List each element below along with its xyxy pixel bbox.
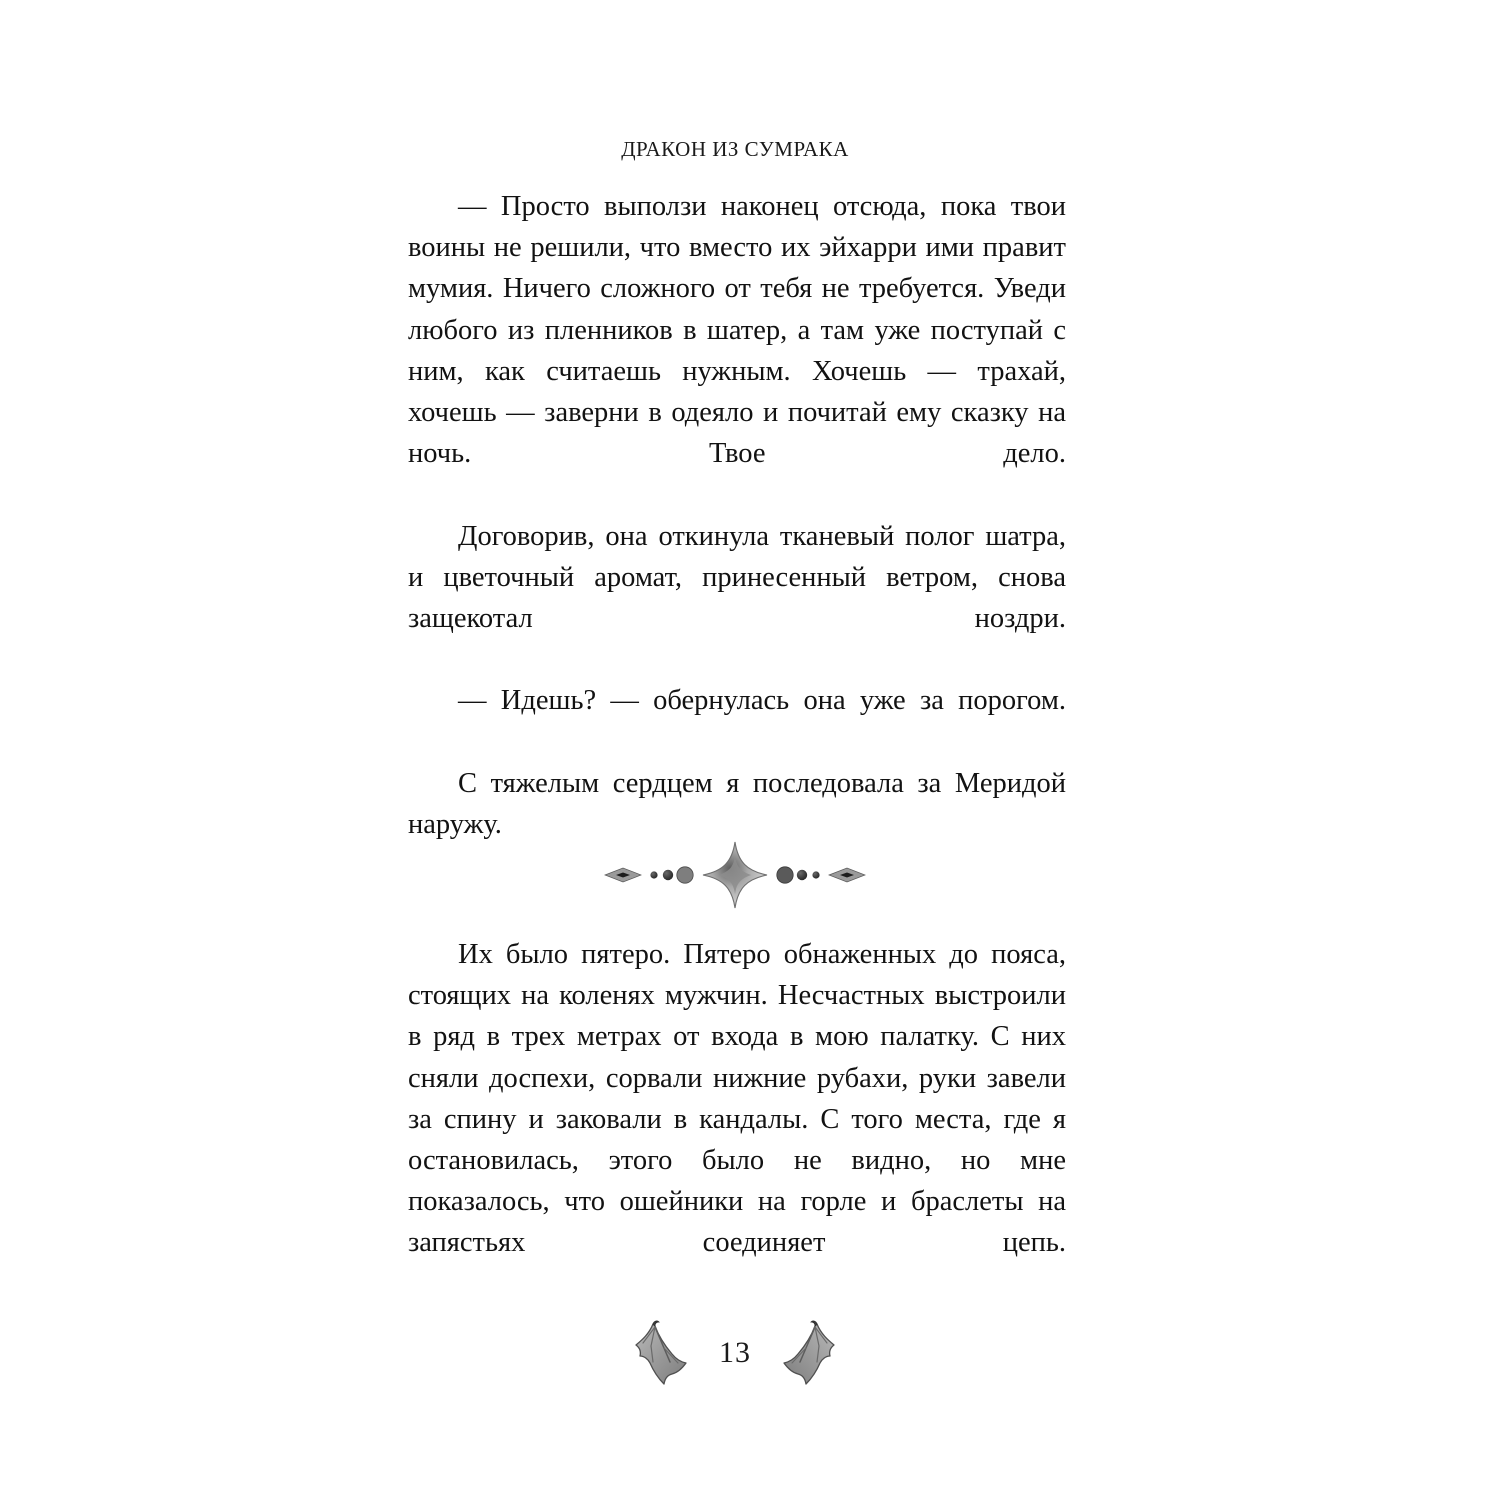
dragon-wing-right-icon: [773, 1318, 839, 1392]
paragraph: С тяжелым сердцем я последовала за Меридой наружу.: [408, 767, 1066, 841]
dragon-wing-left-icon: [631, 1318, 697, 1392]
paragraph: Договорив, она откинула тканевый полог шатра, и цветочный аромат, принесенный ветром, снова защекотал ноздри.: [408, 520, 1066, 635]
star-diamond-dots-divider-icon: [601, 840, 869, 910]
paragraph: Их было пятеро. Пятеро обнаженных до пояса, стоящих на коленях мужчин. Несчастных выстроили в ряд в трех метрах от входа в мою палатку. С них сняли доспехи, сорвали нижние рубахи, руки завели за спину и заковали в кандалы. С того места, где я остановилась, этого было не видно, но мне показалось, что ошейники на горле и браслеты на запястьях соединяет цепь.: [408, 939, 1066, 1259]
section-divider-ornament: [0, 838, 1470, 912]
text-column-upper: [408, 186, 1066, 886]
divider-dot-large-left: [677, 867, 693, 883]
paragraph: — Просто выползи наконец отсюда, пока твои воины не решили, что вместо их эйхарри ими правит мумия. Ничего сложного от тебя не требуется. Уведи любого из пленников в шатер, а там уже поступай с ним, как считаешь нужным. Хочешь — трахай, хочешь — заверни в одеяло и почитай ему сказку на ночь. Твое дело.: [408, 191, 1066, 470]
paragraph: — Идешь? — обернулась она уже за порогом.: [458, 685, 1066, 717]
divider-dot-small-right: [812, 871, 819, 878]
running-head: ДРАКОН ИЗ СУМРАКА: [621, 137, 849, 161]
divider-dot-medium-right: [797, 870, 807, 880]
divider-center-star: [703, 842, 767, 908]
divider-diamond-left: [605, 868, 641, 882]
page-footer: [0, 1312, 1470, 1398]
divider-diamond-right: [829, 868, 865, 882]
divider-dot-large-right: [777, 867, 793, 883]
divider-dot-medium-left: [663, 870, 673, 880]
divider-dot-small-left: [650, 871, 657, 878]
text-column-lower: [408, 934, 1066, 1305]
page-number: 13: [719, 1336, 751, 1369]
